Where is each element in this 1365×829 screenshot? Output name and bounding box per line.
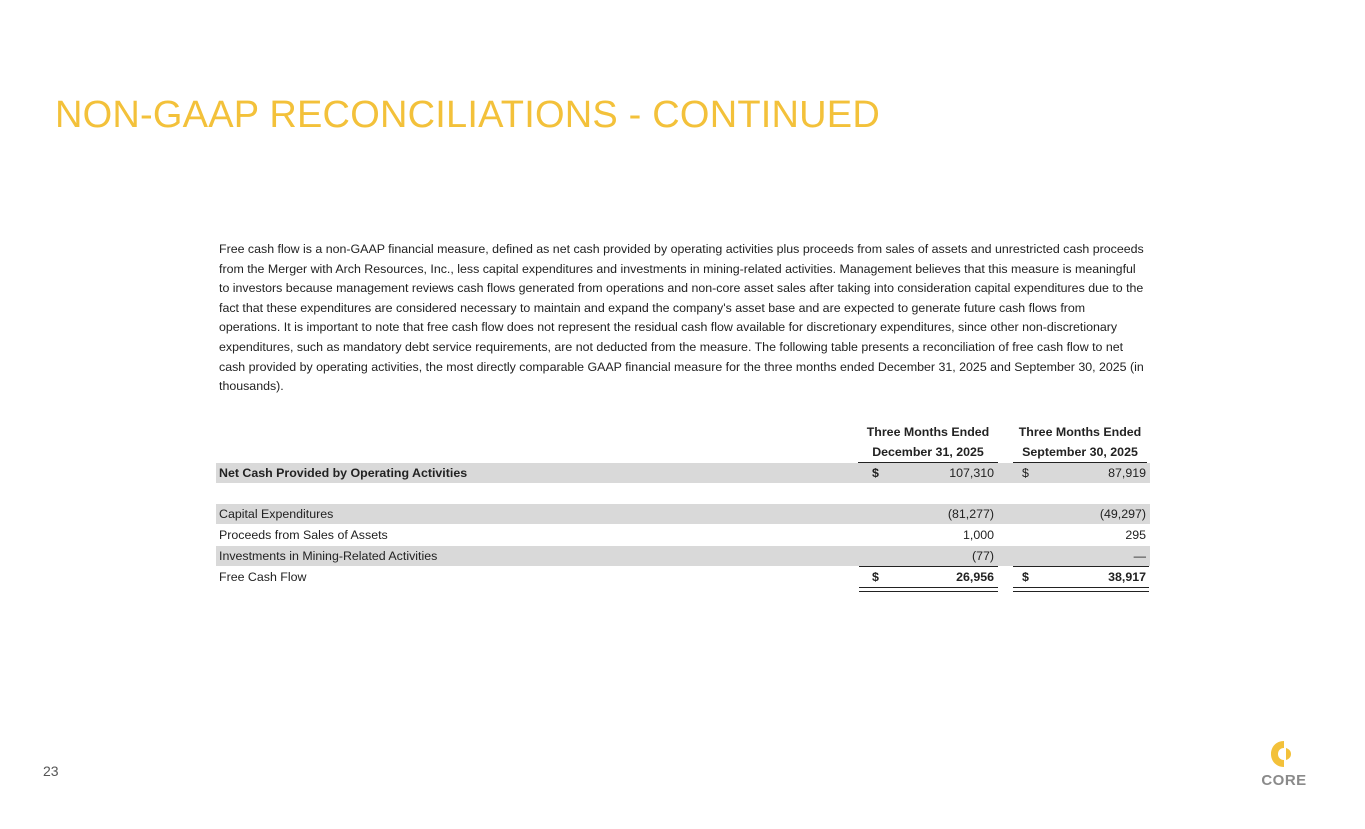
column-header-sep-line2: September 30, 2025 (1013, 442, 1147, 463)
value-dec: (81,277) (947, 507, 994, 521)
column-header-sep-line1: Three Months Ended (1018, 425, 1142, 439)
value-sep: (49,297) (1099, 507, 1146, 521)
subtotal-underline-sep (1013, 566, 1149, 567)
core-logo-icon (1258, 738, 1310, 770)
value-sep: 38,917 (1108, 570, 1146, 584)
page-number: 23 (43, 763, 59, 779)
currency-symbol: $ (1022, 466, 1029, 480)
value-sep: 87,919 (1108, 466, 1146, 480)
row-label: Investments in Mining-Related Activities (219, 549, 438, 563)
table-row (216, 504, 1150, 524)
column-header-sep (1013, 422, 1147, 463)
column-header-dec-line2: December 31, 2025 (858, 442, 998, 463)
value-dec: 1,000 (962, 528, 994, 542)
value-dec: (77) (971, 549, 994, 563)
description-paragraph: Free cash flow is a non-GAAP financial measure, defined as net cash provided by operating activities plus proceeds from sales of assets and unrestricted cash proceeds from the Merger with Arch Resources, Inc., less capital expenditures and investments in mining-related activities. Management believes that this measure is meaningful to investors because management reviews cash flows generated from operations and non-core asset sales after taking into consideration capital expenditures due to the fact that these expenditures are considered necessary to maintain and expand the company's asset base and are expected to generate future cash flows from operations. It is important to note that free cash flow does not represent the residual cash flow available for discretionary expenditures, since other non-discretionary expenditures, such as mandatory debt service requirements, are not deducted from the measure. The following table presents a reconciliation of free cash flow to net cash provided by operating activities, the most directly comparable GAAP financial measure for the three months ended December 31, 2025 and September 30, 2025 (in thousands). (219, 242, 1144, 394)
total-underline-dec (859, 587, 998, 592)
subtotal-underline-dec (859, 566, 998, 567)
column-header-dec-line1: Three Months Ended (866, 425, 990, 439)
table-row (216, 525, 1150, 545)
value-sep: — (1133, 549, 1146, 563)
core-logo-text: CORE (1261, 772, 1307, 789)
total-underline-sep (1013, 587, 1149, 592)
value-sep: 295 (1125, 528, 1146, 542)
value-dec: 26,956 (956, 570, 994, 584)
core-logo (1258, 738, 1310, 792)
column-header-dec (858, 422, 998, 463)
value-dec: 107,310 (949, 466, 994, 480)
row-label: Net Cash Provided by Operating Activities (219, 466, 468, 480)
currency-symbol: $ (872, 466, 879, 480)
row-label: Proceeds from Sales of Assets (219, 528, 388, 542)
currency-symbol: $ (872, 570, 879, 584)
currency-symbol: $ (1022, 570, 1029, 584)
page-title: NON-GAAP RECONCILIATIONS - CONTINUED (55, 94, 880, 136)
row-label: Capital Expenditures (219, 507, 334, 521)
table-row (216, 463, 1150, 483)
table-row-total (216, 567, 1150, 587)
row-label: Free Cash Flow (219, 570, 307, 584)
table-row (216, 546, 1150, 566)
